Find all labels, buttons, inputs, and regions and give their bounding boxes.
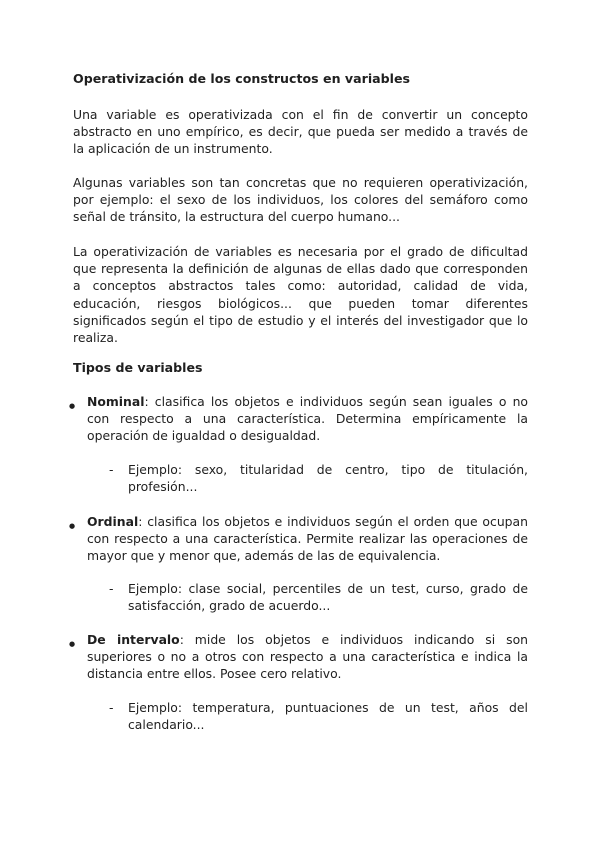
section-heading-tipos: Tipos de variables	[73, 360, 203, 375]
list-item-nominal	[69, 393, 528, 445]
term-intervalo: De intervalo	[87, 632, 180, 647]
description-intervalo: : mide los objetos e individuos indicando si son superiores o no a otros con respecto a una característica e indica la distancia entre ellos. Posee cero relativo.	[87, 632, 528, 682]
term-nominal: Nominal	[87, 394, 145, 409]
description-ordinal: : clasifica los objetos e individuos según el orden que ocupan con respecto a una característica. Permite realizar las operaciones de mayor que y menor que, además de las de equivalencia.	[87, 514, 528, 564]
section-heading-operativizacion: Operativización de los constructos en variables	[73, 71, 411, 86]
paragraph-definition: Una variable es operativizada con el fin de convertir un concepto abstracto en uno empírico, es decir, que pueda ser medido a través de la aplicación de un instrumento.	[73, 107, 528, 157]
example-text-intervalo: Ejemplo: temperatura, puntuaciones de un test, años del calendario...	[128, 700, 528, 733]
list-item-intervalo	[69, 631, 528, 683]
example-nominal	[109, 461, 528, 495]
paragraph-concrete-variables: Algunas variables son tan concretas que no requieren operativización, por ejemplo: el sexo de los individuos, los colores del semáforo como señal de tránsito, la estructura del cuerpo humano...	[73, 175, 528, 225]
paragraph-necessity: La operativización de variables es necesaria por el grado de dificultad que representa la definición de algunas de ellas dado que corresponden a conceptos abstractos tales como: autoridad, calidad de vida, educación, riesgos biológicos... que pueden tomar diferentes significados según el tipo de estudio y el interés del investigador que lo realiza.	[73, 244, 528, 346]
list-item-ordinal	[69, 513, 528, 565]
description-nominal: : clasifica los objetos e individuos según sean iguales o no con respecto a una característica. Determina empíricamente la operación de igualdad o desigualdad.	[87, 394, 528, 444]
bullet-icon: ●	[69, 402, 76, 410]
term-ordinal: Ordinal	[87, 514, 139, 529]
example-ordinal	[109, 580, 528, 614]
example-text-ordinal: Ejemplo: clase social, percentiles de un test, curso, grado de satisfacción, grado de acuerdo...	[128, 581, 528, 614]
bullet-icon: ●	[69, 640, 76, 648]
dash-icon: -	[109, 462, 114, 477]
bullet-icon: ●	[69, 522, 76, 530]
example-text-nominal: Ejemplo: sexo, titularidad de centro, tipo de titulación, profesión...	[128, 462, 528, 495]
dash-icon: -	[109, 700, 114, 715]
dash-icon: -	[109, 581, 114, 596]
example-intervalo	[109, 699, 528, 733]
